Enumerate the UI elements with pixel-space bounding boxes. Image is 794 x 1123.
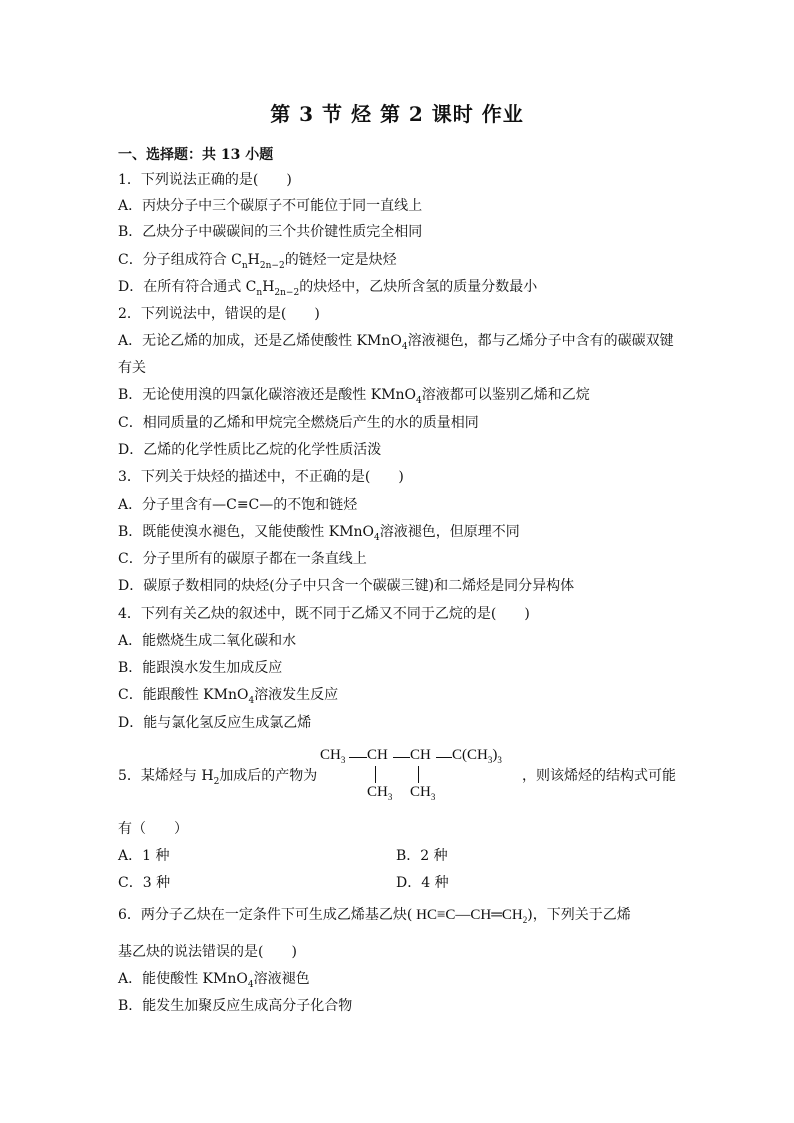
q3-option-d: D．碳原子数相同的炔烃(分子中只含一个碳碳三键)和二烯烃是同分异构体 <box>118 578 575 594</box>
q6-stem-continued: 基乙炔的说法错误的是( ) <box>118 944 297 960</box>
formula-ch-1: CH <box>367 747 388 763</box>
q1-option-c: C．分子组成符合 $C_nH_{2n-2}$的链烃一定是炔烃 <box>118 252 397 271</box>
q4-option-c: C．能跟酸性 KMnO$_4$溶液发生反应 <box>118 687 339 706</box>
q3-option-b: B．既能使溴水褪色，又能使酸性 KMnO$_4$溶液褪色，但原理不同 <box>118 524 520 543</box>
q2-option-c: C．相同质量的乙烯和甲烷完全燃烧后产生的水的质量相同 <box>118 415 479 431</box>
q3-option-a: A．分子里含有—C≡C—的不饱和链烃 <box>118 497 358 513</box>
formula-c-group: $C(CH_3)_3$ <box>452 747 502 765</box>
formula-branch-ch3-2: $CH_3$ <box>410 784 436 802</box>
q2-option-d: D．乙烯的化学性质比乙烷的化学性质活泼 <box>118 442 382 458</box>
q1-option-b: B．乙炔分子中碳碳间的三个共价键性质完全相同 <box>118 224 423 240</box>
formula-ch-2: CH <box>410 747 431 763</box>
q1-option-a: A．丙炔分子中三个碳原子不可能位于同一直线上 <box>118 198 423 214</box>
q3-stem: 3．下列关于炔烃的描述中，不正确的是( ) <box>118 469 404 485</box>
q5-option-a: A．1 种 <box>118 848 170 864</box>
q6-option-b: B．能发生加聚反应生成高分子化合物 <box>118 998 353 1014</box>
q5-stem-continued: 有（ ） <box>118 821 188 837</box>
formula-branch-bond-1 <box>375 766 376 783</box>
q2-option-b: B．无论使用溴的四氯化碳溶液还是酸性 KMnO$_4$溶液都可以鉴别乙烯和乙烷 <box>118 387 590 406</box>
q3-option-c: C．分子里所有的碳原子都在一条直线上 <box>118 551 367 567</box>
formula-bond-3 <box>436 757 452 758</box>
q5-stem-tail: ，则该烯烃的结构式可能 <box>522 768 676 784</box>
vinylacetylene-formula: $HC\equiv C—CH═CH_2$ <box>412 907 528 925</box>
section-heading: 一、选择题：共 13 小题 <box>118 147 274 163</box>
q4-option-b: B．能跟溴水发生加成反应 <box>118 660 283 676</box>
q2-stem: 2．下列说法中，错误的是( ) <box>118 306 320 322</box>
formula-ch3-left: $CH_3$ <box>320 747 346 765</box>
q4-stem: 4．下列有关乙炔的叙述中，既不同于乙烯又不同于乙烷的是( ) <box>118 606 530 622</box>
q5-structural-formula <box>318 744 518 810</box>
q1-option-d: D．在所有符合通式 $C_nH_{2n-2}$的炔烃中，乙炔所含氢的质量分数最小 <box>118 279 538 298</box>
formula-branch-bond-2 <box>418 766 419 783</box>
formula-bond-1 <box>349 757 367 758</box>
q2-option-a-continued: 有关 <box>118 360 146 376</box>
q4-option-d: D．能与氯化氢反应生成氯乙烯 <box>118 715 312 731</box>
formula-branch-ch3-1: $CH_3$ <box>367 784 393 802</box>
q4-option-a: A．能燃烧生成二氧化碳和水 <box>118 633 297 649</box>
formula-bond-2 <box>393 757 410 758</box>
q6-stem: 6．两分子乙炔在一定条件下可生成乙烯基乙炔( $HC\equiv C—CH═CH_2$)，下列关于乙烯 <box>118 907 631 925</box>
q5-option-b: B．2 种 <box>396 848 448 864</box>
q5-option-d: D．4 种 <box>396 875 449 891</box>
q5-option-c: C．3 种 <box>118 875 171 891</box>
q1-stem: 1．下列说法正确的是( ) <box>118 172 292 188</box>
q2-option-a: A．无论乙烯的加成，还是乙烯使酸性 KMnO$_4$溶液褪色，都与乙烯分子中含有的碳碳双键 <box>118 333 674 352</box>
document-title: 第 3 节 烃 第 2 课时 作业 <box>270 102 524 126</box>
q5-stem: 5．某烯烃与 $H_2$加成后的产物为 <box>118 768 318 787</box>
q6-option-a: A．能使酸性 KMnO$_4$溶液褪色 <box>118 971 310 990</box>
